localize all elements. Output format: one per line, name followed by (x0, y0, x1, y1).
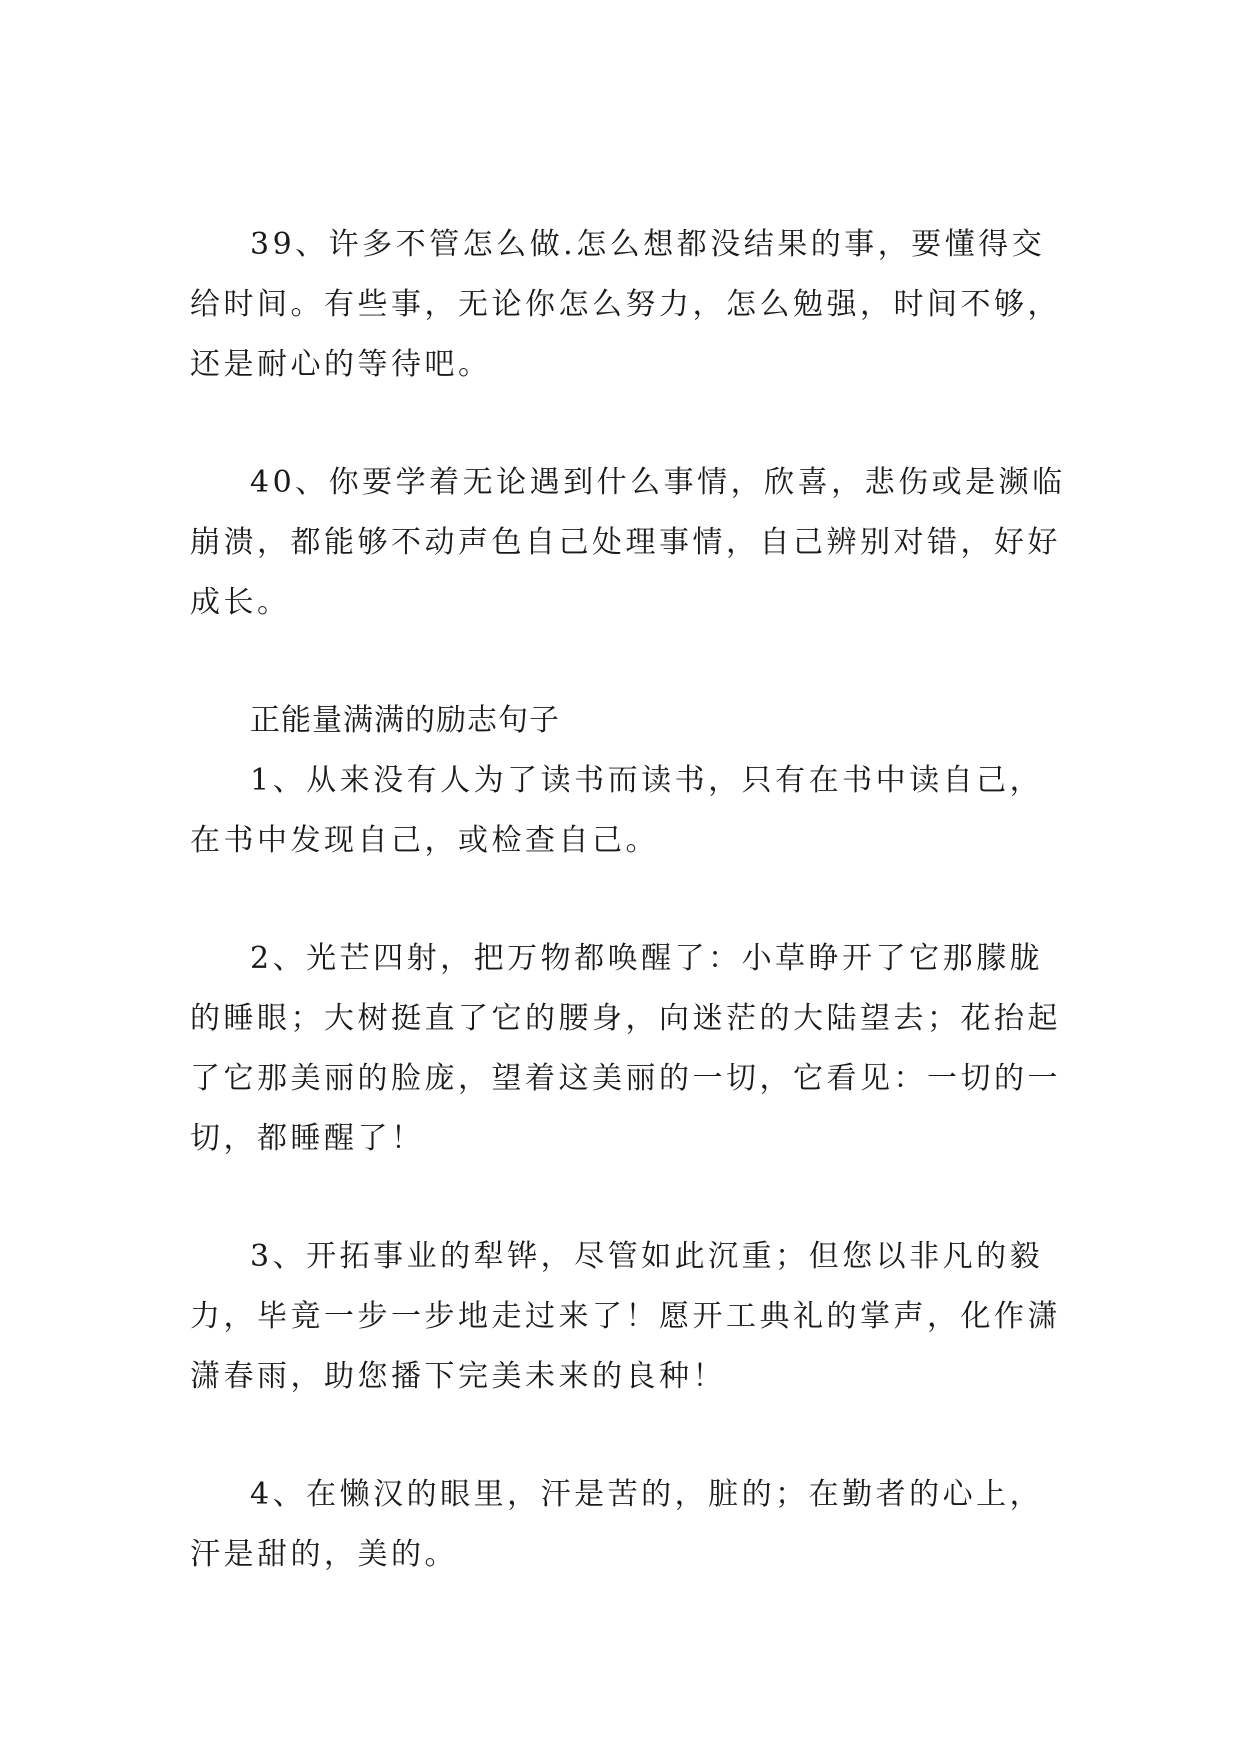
document-body (190, 215, 1070, 1585)
paragraph-39: 39、许多不管怎么做.怎么想都没结果的事，要懂得交给时间。有些事，无论你怎么努力，怎么勉强，时间不够，还是耐心的等待吧。 (190, 227, 1061, 382)
paragraph-spacer (190, 395, 1070, 453)
paragraph-spacer (190, 871, 1070, 929)
section-paragraph-3: 3、开拓事业的犁铧，尽管如此沉重；但您以非凡的毅力，毕竟一步一步地走过来了！愿开工典礼的掌声，化作潇潇春雨，助您播下完美未来的良种！ (190, 1239, 1061, 1394)
paragraph-spacer (190, 633, 1070, 691)
section-paragraph-4: 4、在懒汉的眼里，汗是苦的，脏的；在勤者的心上，汗是甜的，美的。 (190, 1477, 1044, 1572)
section-paragraph-1: 1、从来没有人为了读书而读书，只有在书中读自己，在书中发现自己，或检查自己。 (190, 763, 1044, 858)
paragraph-spacer (190, 1169, 1070, 1227)
section-paragraph-2: 2、光芒四射，把万物都唤醒了：小草睁开了它那朦胧的睡眼；大树挺直了它的腰身，向迷茫的大陆望去；花抬起了它那美丽的脸庞，望着这美丽的一切，它看见：一切的一切，都睡醒了！ (190, 941, 1061, 1156)
section-title: 正能量满满的励志句子 (250, 703, 560, 738)
paragraph-spacer (190, 1407, 1070, 1465)
paragraph-40: 40、你要学着无论遇到什么事情，欣喜，悲伤或是濒临崩溃，都能够不动声色自己处理事情，自己辨别对错，好好成长。 (190, 465, 1066, 620)
